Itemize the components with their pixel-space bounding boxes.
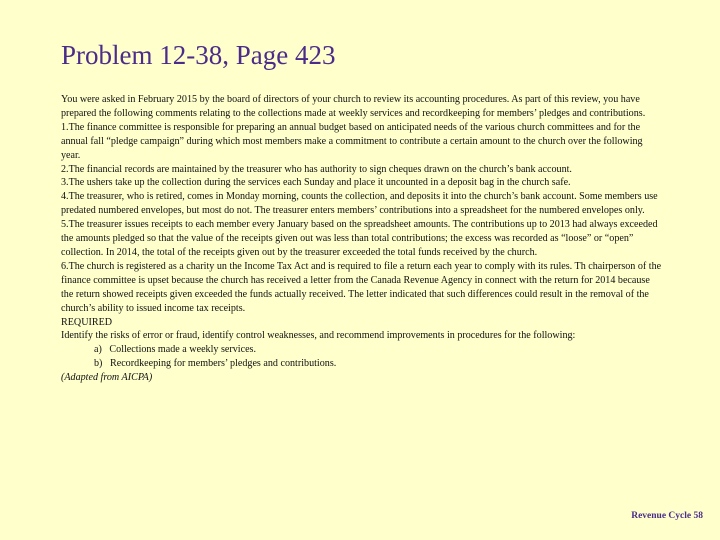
required-text: Identify the risks of error or fraud, identify control weaknesses, and recommend improvements in procedures for the following: (61, 330, 576, 342)
point-1: 1.The finance committee is responsible for preparing an annual budget based on anticipated needs of the various church committees and for the annual fall “pledge campaign” during which most members make a commitment to contribute a certain amount to the church over the following year. (61, 121, 643, 161)
required-heading: REQUIRED (61, 316, 113, 328)
slide-footer: Revenue Cycle 58 (631, 511, 703, 521)
source-note: (Adapted from AICPA) (61, 372, 153, 384)
task-b: b) Recordkeeping for members’ pledges and contributions. (94, 358, 337, 370)
task-list (61, 343, 664, 371)
slide-title: Problem 12-38, Page 423 (61, 40, 336, 70)
point-3: 3.The ushers take up the collection during the services each Sunday and place it uncounted in a deposit bag in the church safe. (61, 177, 571, 189)
point-2: 2.The financial records are maintained by the treasurer who has authority to sign cheques drawn on the church’s bank account. (61, 163, 572, 175)
point-6: 6.The church is registered as a charity un the Income Tax Act and is required to file a return each year to comply with its rules. Th chairperson of the finance committee is upset because the church has received a letter from the Canada Revenue Agency in connect with the return for 2014 because the return showed receipts given exceeded the funds actually received. The letter indicated that such differences could result in the removal of the church’s ability to issued income tax receipts. (61, 260, 662, 314)
point-5: 5.The treasurer issues receipts to each member every January based on the spreadsheet amounts. The contributions up to 2013 had always exceeded the amounts pledged so that the value of the receipts given out was less than total contributions; the excess was recorded as “loose” or “open” collection. In 2014, the total of the receipts given out by the treasurer exceeded the total funds received by the church. (61, 219, 658, 258)
intro-paragraph: You were asked in February 2015 by the board of directors of your church to review its accounting procedures. As part of this review, you have prepared the following comments relating to the collections made at weekly services and recordkeeping for members’ pledges and contributions. (61, 94, 646, 119)
slide-body (61, 93, 664, 385)
task-a: a) Collections made a weekly services. (94, 344, 257, 356)
point-4: 4.The treasurer, who is retired, comes in Monday morning, counts the collection, and deposits it into the church’s bank account. Some members use predated numbered envelopes, but most do not. The treasurer enters members’ contributions into a spreadsheet for the numbered envelopes only. (61, 191, 658, 217)
